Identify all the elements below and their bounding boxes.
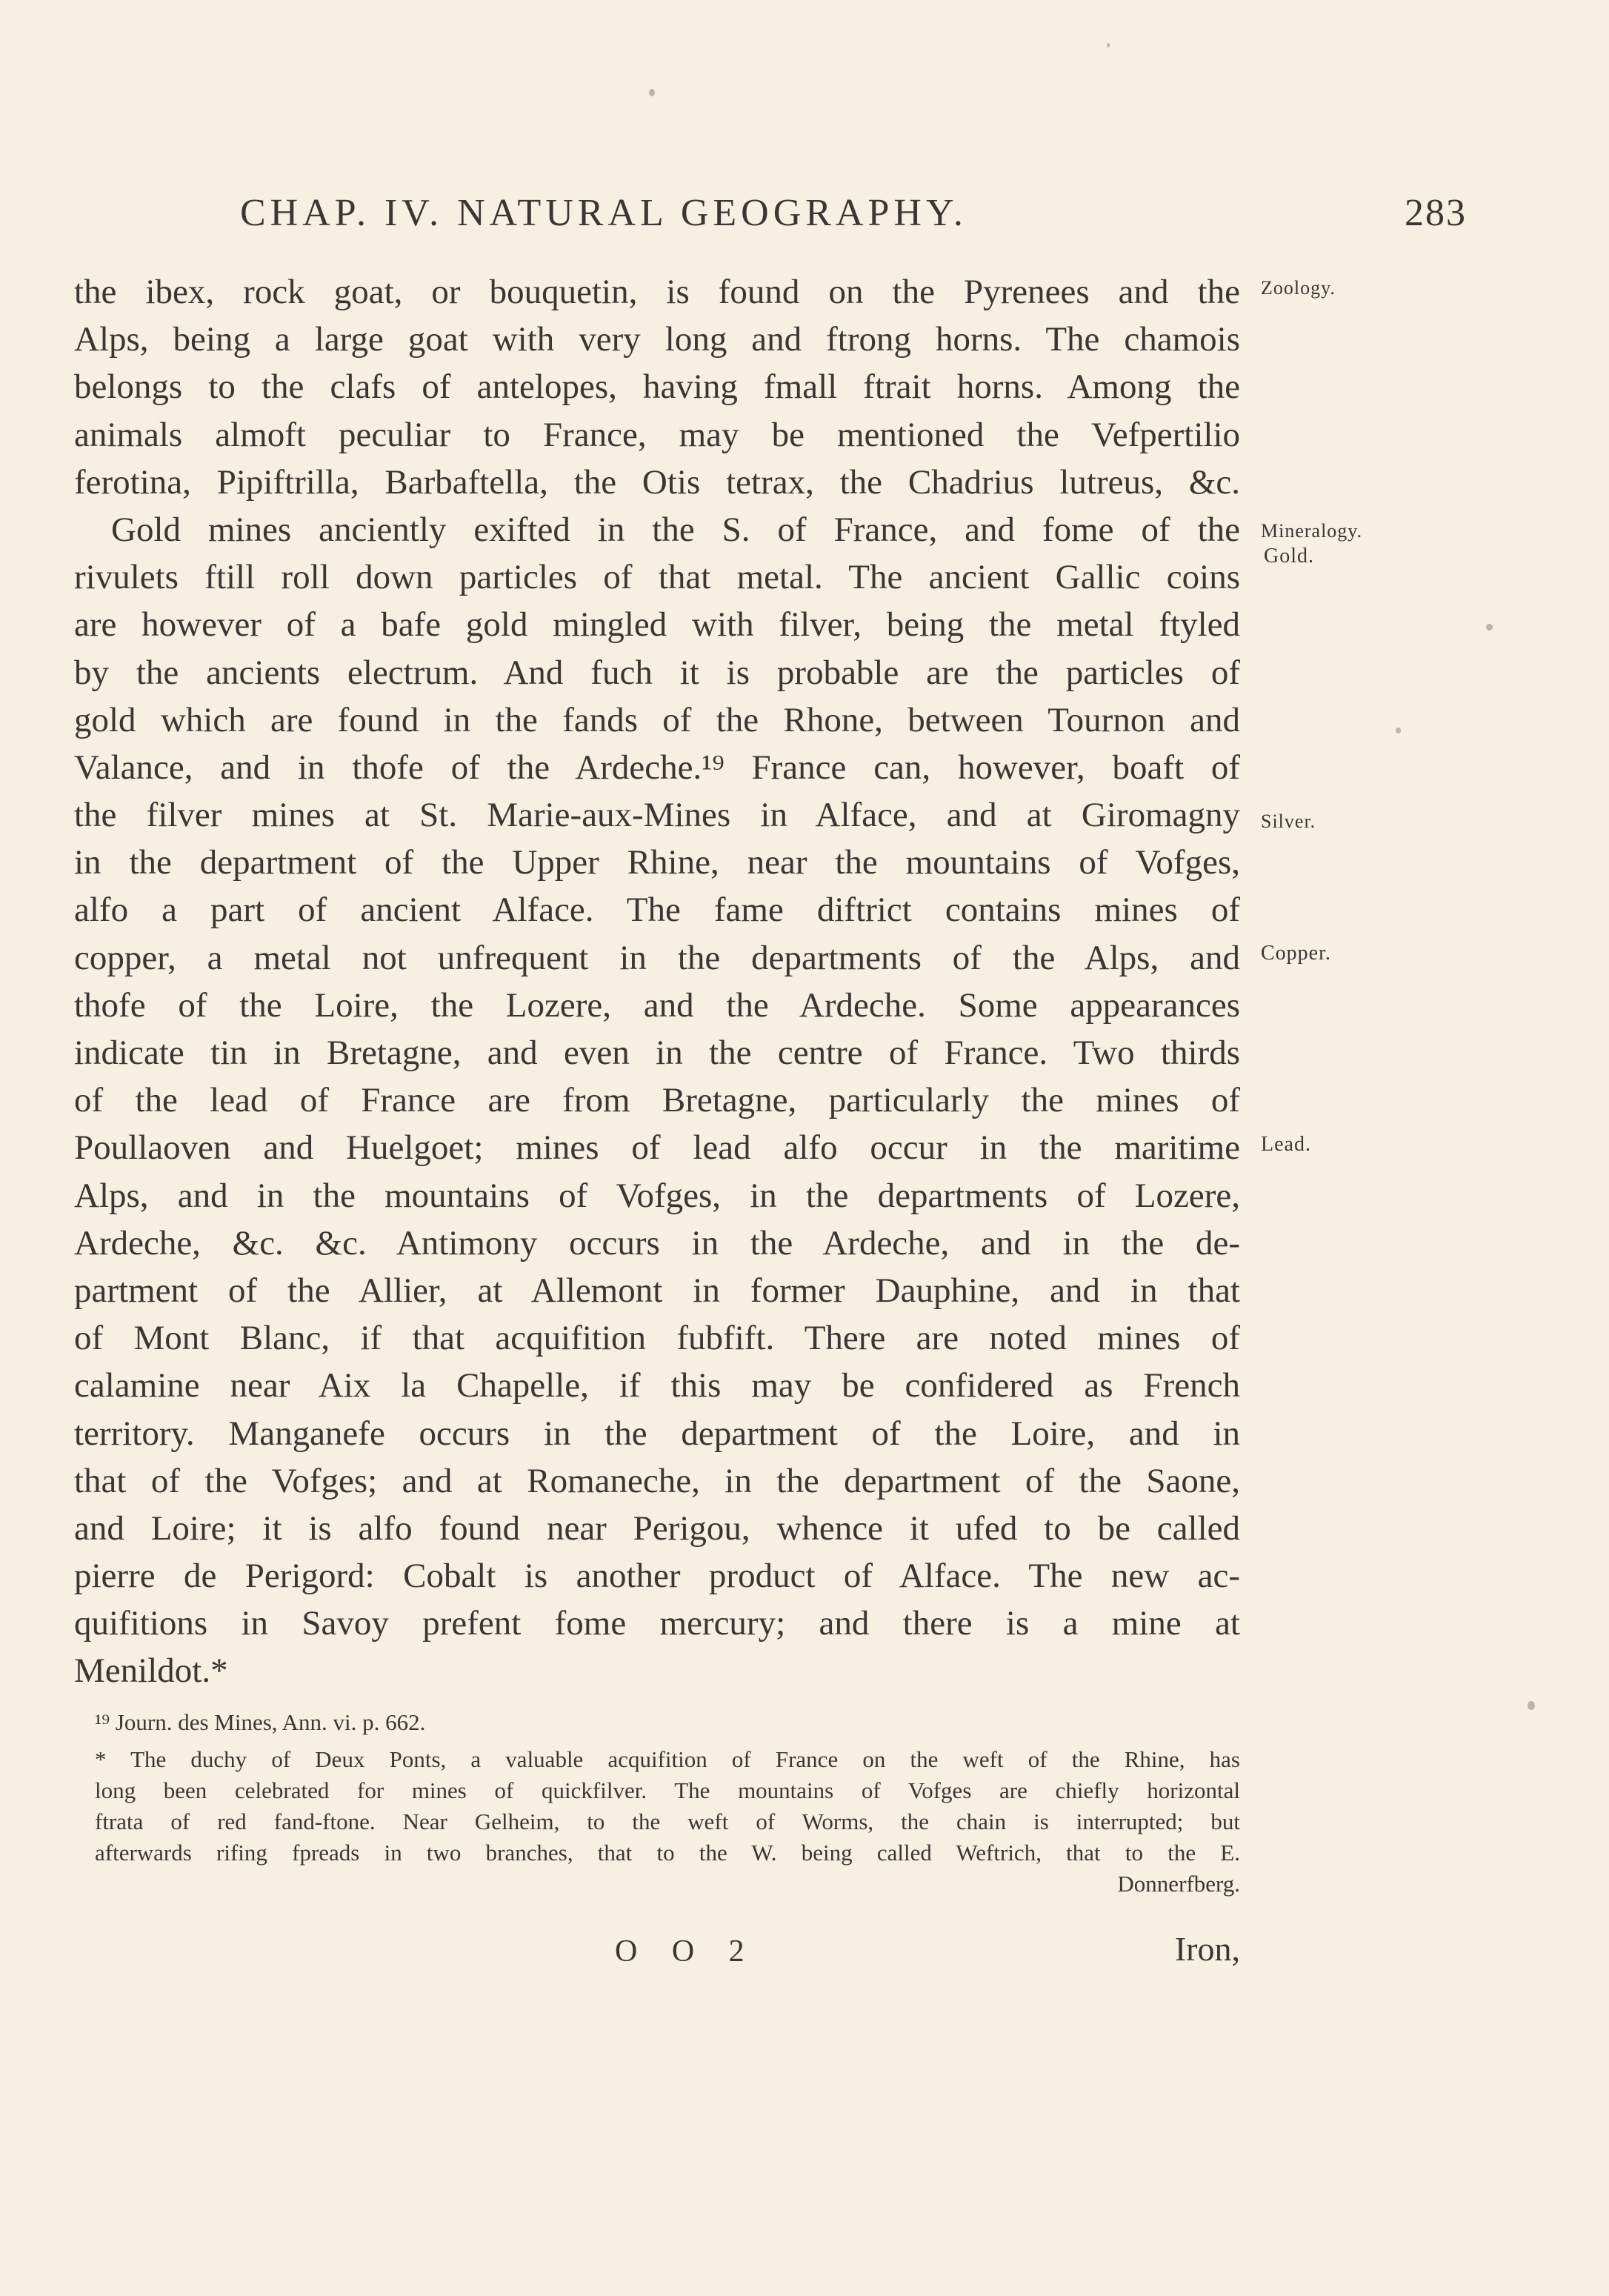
margin-note-mineralogy: Mineralogy. (1261, 520, 1363, 542)
text-line: ferotina, Pipiftrilla, Barbaftella, the Otis tetrax, the Chadrius lutreus, &c. (74, 462, 1240, 502)
margin-note-zoology: Zoology. (1261, 277, 1336, 299)
text-line: Alps, being a large goat with very long and ftrong horns. The chamois (74, 320, 1240, 359)
footnote-star-line: * The duchy of Deux Ponts, a valuable acquifition of France on the weft of the Rhine, has (95, 1746, 1240, 1772)
page-footer (74, 1930, 1240, 1978)
text-line: are however of a bafe gold mingled with filver, being the metal ftyled (74, 605, 1240, 645)
text-line: copper, a metal not unfrequent in the departments of the Alps, and (74, 938, 1240, 977)
text-line: that of the Vofges; and at Romaneche, in the department of the Saone, (74, 1461, 1240, 1500)
text-line: and Loire; it is alfo found near Perigou, whence it ufed to be called (74, 1508, 1240, 1548)
margin-note-gold: Gold. (1264, 545, 1314, 568)
text-line: pierre de Perigord: Cobalt is another product of Alface. The new ac- (74, 1557, 1240, 1596)
text-line: the filver mines at St. Marie-aux-Mines in Alface, and at Giromagny (74, 796, 1240, 835)
text-line: Menildot.* (74, 1651, 228, 1691)
running-head: CHAP. IV. NATURAL GEOGRAPHY. (240, 192, 967, 234)
main-text (74, 268, 1240, 1695)
text-line: territory. Manganefe occurs in the department of the Loire, and in (74, 1414, 1240, 1453)
paper-speck (1528, 1701, 1535, 1710)
text-line: of the lead of France are from Bretagne, particularly the mines of (74, 1081, 1240, 1120)
footnotes (95, 1707, 1240, 1900)
text-line: belongs to the clafs of antelopes, having fmall ftrait horns. Among the (74, 367, 1240, 407)
text-line: quifitions in Savoy prefent fome mercury; and there is a mine at (74, 1604, 1240, 1643)
page-header (74, 191, 1467, 243)
paper-speck (649, 89, 655, 96)
footnote-19: ¹⁹ Journ. des Mines, Ann. vi. p. 662. (95, 1709, 426, 1735)
catchword: Iron, (1174, 1930, 1240, 1968)
footnote-star-line: Donnerfberg. (1117, 1871, 1240, 1897)
text-line: alfo a part of ancient Alface. The fame diftrict contains mines of (74, 891, 1240, 930)
footnote-star-line: long been celebrated for mines of quickfilver. The mountains of Vofges are chiefly horizontal (95, 1777, 1240, 1803)
text-line: Alps, and in the mountains of Vofges, in the departments of Lozere, (74, 1176, 1240, 1215)
paper-speck (1396, 728, 1401, 733)
text-line: Gold mines anciently exifted in the S. of France, and fome of the (111, 510, 1240, 549)
footnote-star-line: ftrata of red fand-ftone. Near Gelheim, to the weft of Worms, the chain is interrupted; but (95, 1808, 1240, 1834)
text-line: indicate tin in Bretagne, and even in the centre of France. Two thirds (74, 1034, 1240, 1072)
margin-note-lead: Lead. (1261, 1133, 1311, 1156)
text-line: Poullaoven and Huelgoet; mines of lead alfo occur in the maritime (74, 1128, 1240, 1168)
paper-speck (1107, 43, 1110, 47)
text-line: in the department of the Upper Rhine, near the mountains of Vofges, (74, 843, 1240, 882)
text-line: gold which are found in the fands of the Rhone, between Tournon and (74, 700, 1240, 739)
margin-note-silver: Silver. (1261, 811, 1316, 832)
page-number: 283 (1405, 192, 1467, 234)
text-line: rivulets ftill roll down particles of that metal. The ancient Gallic coins (74, 558, 1240, 597)
text-line: animals almoft peculiar to France, may be mentioned the Vefpertilio (74, 415, 1240, 454)
text-line: Ardeche, &c. &c. Antimony occurs in the Ardeche, and in the de- (74, 1223, 1240, 1262)
text-line: partment of the Allier, at Allemont in former Dauphine, and in that (74, 1271, 1240, 1310)
text-line: Valance, and in thofe of the Ardeche.¹⁹ France can, however, boaft of (74, 748, 1240, 787)
margin-note-copper: Copper. (1261, 942, 1331, 965)
text-line: by the ancients electrum. And fuch it is probable are the particles of (74, 653, 1240, 692)
signature-mark: O O 2 (615, 1934, 758, 1969)
footnote-star-line: afterwards rifing fpreads in two branches, that to the W. being called Weftrich, that to the E. (95, 1840, 1240, 1866)
paper-speck (1486, 624, 1493, 630)
text-line: the ibex, rock goat, or bouquetin, is found on the Pyrenees and the (74, 273, 1240, 311)
text-line: thofe of the Loire, the Lozere, and the Ardeche. Some appearances (74, 985, 1240, 1025)
text-line: calamine near Aix la Chapelle, if this may be confidered as French (74, 1366, 1240, 1405)
text-line: of Mont Blanc, if that acquifition fubfift. There are noted mines of (74, 1319, 1240, 1358)
